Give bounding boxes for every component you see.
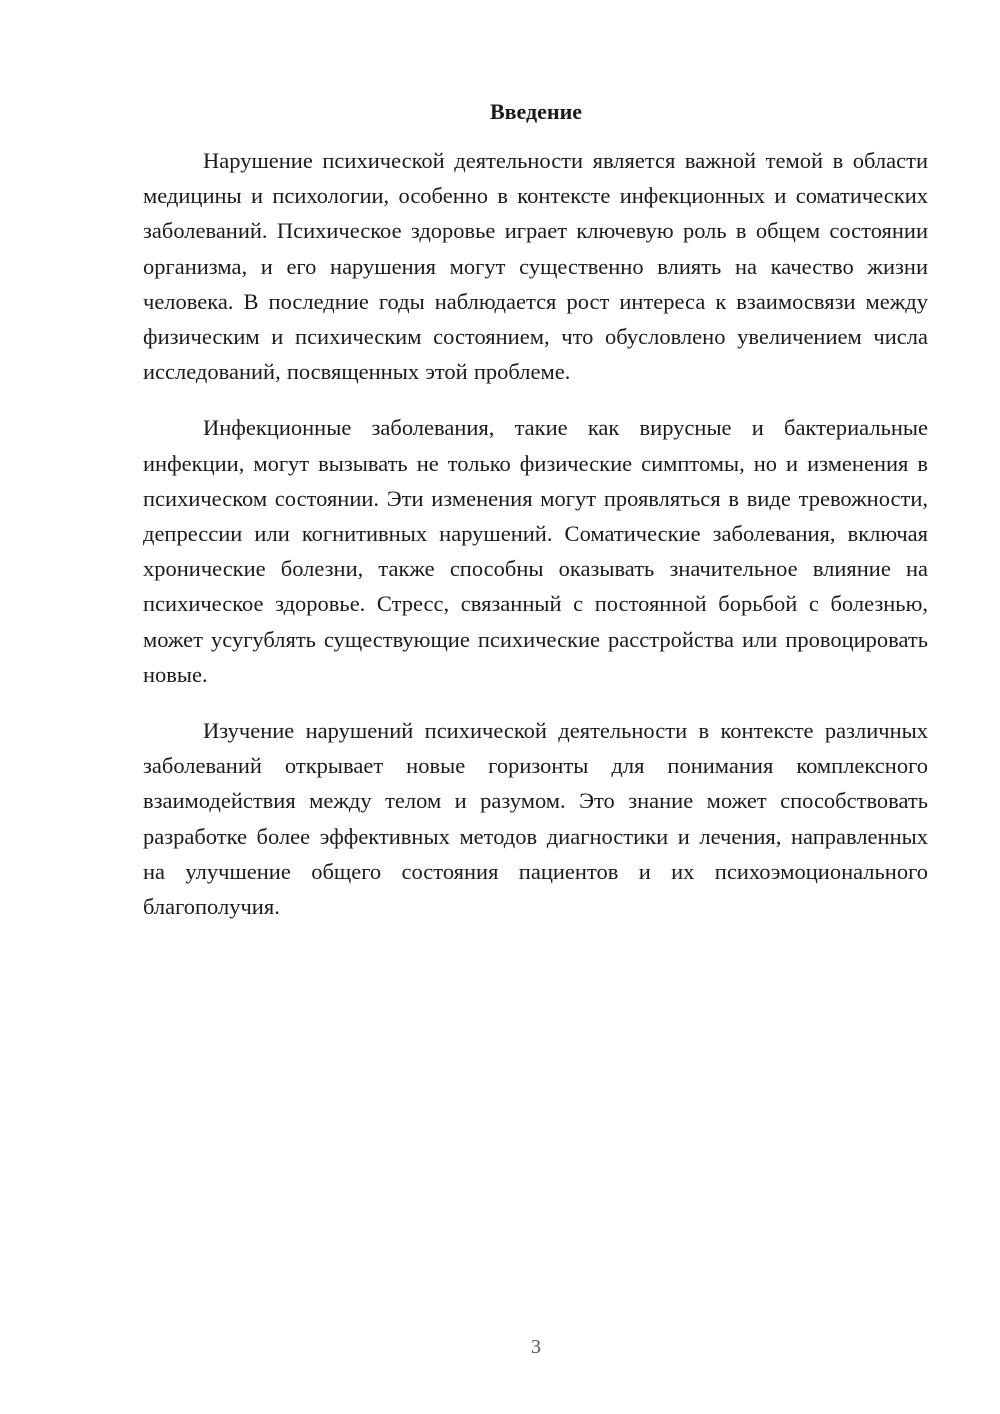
paragraph-2: Инфекционные заболевания, такие как вирусные и бактериальные инфекции, могут вызывать не только физические симптомы, но и изменения в психическом состоянии. Эти изменения могут проявляться в виде тревожности, депрессии или когнитивных нарушений. Соматические заболевания, включая хронические болезни, также способны оказывать значительное влияние на психическое здоровье. Стресс, связанный с постоянной борьбой с болезнью, может усугублять существующие психические расстройства или провоцировать новые. (143, 415, 928, 687)
paragraph-1: Нарушение психической деятельности является важной темой в области медицины и психологии, особенно в контексте инфекционных и соматических заболеваний. Психическое здоровье играет ключевую роль в общем состоянии организма, и его нарушения могут существенно влиять на качество жизни человека. В последние годы наблюдается рост интереса к взаимосвязи между физическим и психическим состоянием, что обусловлено увеличением числа исследований, посвященных этой проблеме. (143, 148, 928, 385)
paragraph-3: Изучение нарушений психической деятельности в контексте различных заболеваний открывает новые горизонты для понимания комплексного взаимодействия между телом и разумом. Это знание может способствовать разработке более эффективных методов диагностики и лечения, направленных на улучшение общего состояния пациентов и их психоэмоционального благополучия. (143, 718, 928, 920)
page-title: Введение (489, 99, 583, 124)
page-number: 3 (531, 1336, 541, 1358)
body-text (143, 143, 928, 924)
